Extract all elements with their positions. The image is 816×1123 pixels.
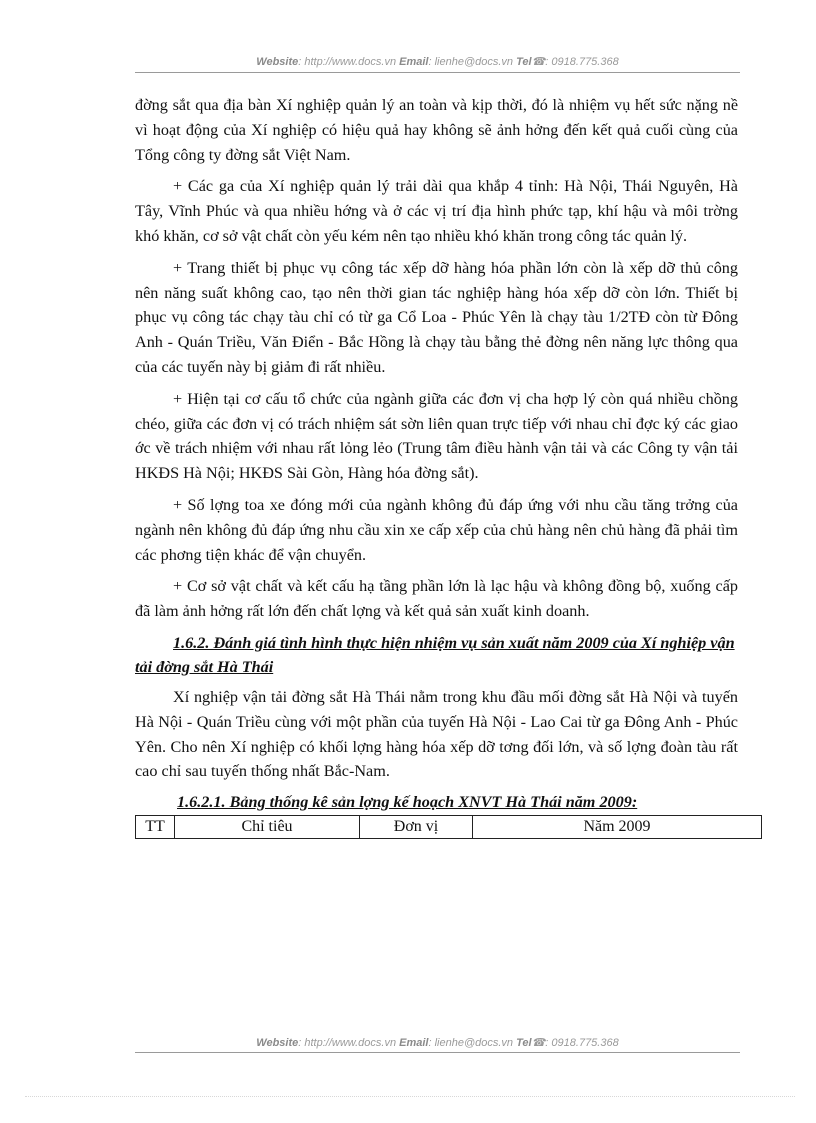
tel-label: Tel [516,1037,532,1049]
table-header-cell: Đơn vị [360,816,473,839]
email-address[interactable]: : lienhe@docs.vn [428,1037,514,1049]
paragraph: + Số lợng toa xe đóng mới của ngành không đủ đáp ứng với nhu cầu tăng trởng của ngành nên không đủ đáp ứng nhu cầu xin xe cấp xếp của chủ hàng nên chủ hàng đã phải tìm các phơng tiện khác để vận chuyển. [135,495,738,564]
table-header-row [136,816,762,839]
table-header-cell: TT [136,816,175,839]
production-table [135,815,762,839]
email-address[interactable]: : lienhe@docs.vn [428,56,514,68]
tel-label: Tel [516,56,532,68]
page-footer [135,1036,740,1049]
email-label: Email [399,56,429,68]
email-label: Email [399,1037,429,1049]
header-rule [135,72,740,73]
table-header-cell: Chỉ tiêu [175,816,360,839]
section-heading: 1.6.2. Đánh giá tình hình thực hiện nhiệm vụ sản xuất năm 2009 của Xí nghiệp vận tải đờng sắt Hà Thái [135,633,735,676]
website-url[interactable]: : http://www.docs.vn [298,56,397,68]
paragraph: Xí nghiệp vận tải đờng sắt Hà Thái nằm trong khu đầu mối đờng sắt Hà Nội và tuyến Hà Nội - Quán Triều cùng với một phần của tuyến Hà Nội - Lao Cai từ ga Đông Anh - Phúc Yên. Cho nên Xí nghiệp có khối lợng hàng hóa xếp dỡ tơng đối lớn, và số lợng đoàn tàu rất cao chỉ sau tuyến thống nhất Bắc-Nam. [135,687,738,781]
paragraph: + Các ga của Xí nghiệp quản lý trải dài qua khắp 4 tỉnh: Hà Nội, Thái Nguyên, Hà Tây, Vĩnh Phúc và qua nhiều hớng và ở các vị trí địa hình phức tạp, khí hậu và môi trờng khó khăn, cơ sở vật chất còn yếu kém nên tạo nhiều khó khăn trong công tác quản lý. [135,177,738,245]
paragraph: + Trang thiết bị phục vụ công tác xếp dỡ hàng hóa phần lớn còn là xếp dỡ thủ công nên năng suất không cao, tạo nên thời gian tác nghiệp hàng hóa xếp dỡ còn lớn. Thiết bị phục vụ công tác chạy tàu chỉ có từ ga Cổ Loa - Phúc Yên là chạy tàu 1/2TĐ còn từ Đông Anh - Quán Triều, Văn Điển - Bắc Hồng là chạy tàu bằng thẻ đờng nên năng lực thông qua của các tuyến này bị giảm đi rất nhiều. [135,258,738,376]
page-header [135,55,740,68]
subsection-heading: 1.6.2.1. Bảng thống kê sản lợng kế hoạch XNVT Hà Thái năm 2009: [177,793,638,812]
document-body [135,93,738,839]
paragraph: + Cơ sở vật chất và kết cấu hạ tầng phần lớn là lạc hậu và không đồng bộ, xuống cấp đã làm ảnh hởng rất lớn đến chất lợng và kết quả sản xuất kinh doanh. [135,577,738,621]
footer-rule [135,1052,740,1053]
table-header-cell: Năm 2009 [473,816,762,839]
paragraph: + Hiện tại cơ cấu tổ chức của ngành giữa các đơn vị cha hợp lý còn quá nhiều chồng chéo, giữa các đơn vị có trách nhiệm sát sờn liên quan trực tiếp với nhau chỉ đợc ký các giao ớc về trách nhiệm với nhau rất lỏng lẻo (Trung tâm điều hành vận tải và các Công ty vận tải HKĐS Hà Nội; HKĐS Sài Gòn, Hàng hóa đờng sắt). [135,389,738,483]
website-label: Website [256,1037,299,1049]
tel-number: ☎: 0918.775.368 [531,1037,619,1049]
tel-number: ☎: 0918.775.368 [531,56,619,68]
website-url[interactable]: : http://www.docs.vn [298,1037,397,1049]
paragraph: đờng sắt qua địa bàn Xí nghiệp quản lý an toàn và kịp thời, đó là nhiệm vụ hết sức nặng nề vì hoạt động của Xí nghiệp có hiệu quả hay không sẽ ảnh hởng đến kết quả cuối cùng của Tổng công ty đờng sắt Việt Nam. [135,96,738,164]
page-edge [25,1096,795,1097]
website-label: Website [256,56,299,68]
